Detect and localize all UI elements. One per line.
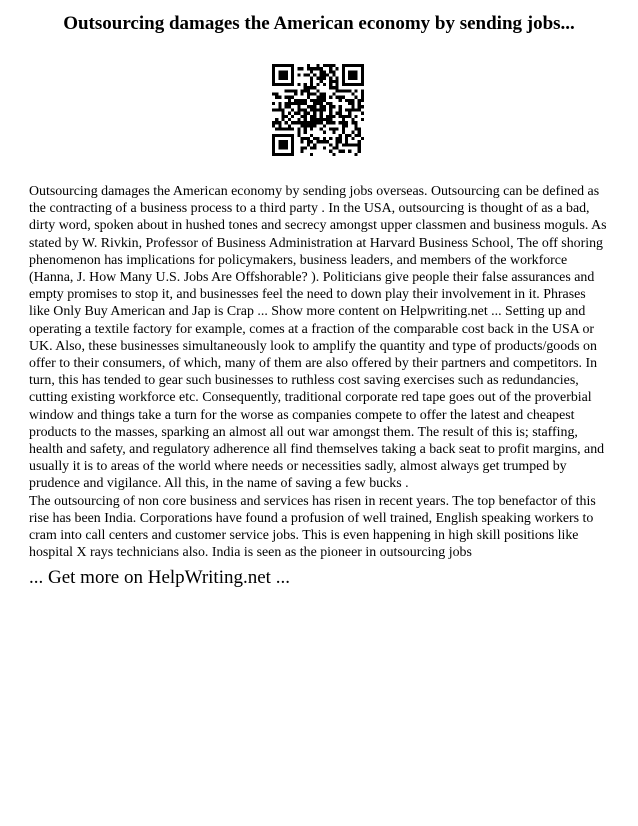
article-body (29, 183, 609, 561)
paragraph: The outsourcing of non core business and services has risen in recent years. The top benefactor of this rise has been India. Corporations have found a profusion of well trained, English speaking workers to cram into call centers and customer service jobs. This is even happening in high skill positions like hospital X rays technicians also. India is seen as the pioneer in outsourcing jobs (29, 493, 596, 561)
document-title: Outsourcing damages the American economy by sending jobs... (63, 13, 575, 34)
get-more-link[interactable]: ... Get more on HelpWriting.net ... (29, 567, 290, 588)
paragraph: Outsourcing damages the American economy by sending jobs overseas. Outsourcing can be defined as the contracting of a business process to a third party . In the USA, outsourcing is thought of as a bad, dirty word, spoken about in hushed tones and secrecy amongst upper classmen and business moguls. As stated by W. Rivkin, Professor of Business Administration at Harvard Business School, The off shoring phenomenon has implications for policymakers, business leaders, and members of the workforce (Hanna, J. How Many U.S. Jobs Are Offshorable? ). Politicians give people their false assurances and empty promises to stop it, and businesses feel the need to down play their involvement in it. Phrases like Only Buy American and Jap is Crap ... Show more content on Helpwriting.net ... Setting up and operating a textile factory for example, comes at a fraction of the comparable cost back in the USA or UK. Also, these businesses simultaneously look to amplify the quantity and type of products/goods on offer to their consumers, of which, many of them are also offered by their partners and competitors. In turn, this has tended to gear such businesses to ruthless cost saving exercises such as redundancies, cutting existing workforce etc. Consequently, traditional corporate red tape goes out of the proverbial window and things take a turn for the worse as companies compete to offer the latest and cheapest products to the masses, sparking an almost all out war amongst them. The result of this is; staffing, health and safety, and regulatory adherence all find themselves taking a back seat to profit margins, and usually it is to areas of the world where needs or necessities sadly, almost always get trumped by prudence and vigilance. All this, in the name of saving a few bucks . (29, 184, 607, 492)
qr-code-icon[interactable] (272, 64, 364, 156)
